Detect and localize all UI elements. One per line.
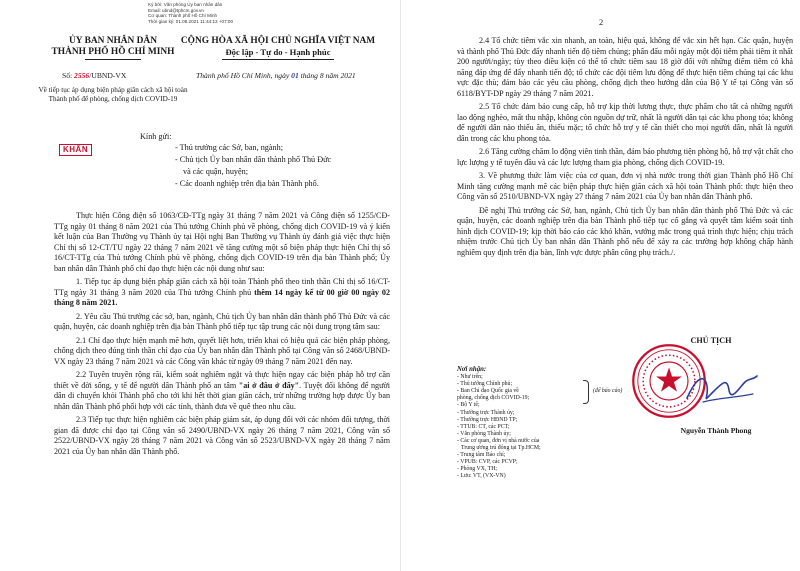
distribution-item: - Ban Chỉ đạo Quốc gia về xyxy=(457,388,519,395)
paragraph-2-1: 2.1 Chỉ đạo thực hiện mạnh mẽ hơn, quyết liệt hơn, triển khai có hiệu quả các biện pháp phòng, chống dịch theo đúng tinh thần chỉ đạo của Ủy ban nhân dân Thành phố tại Công văn số 2468/UBND-VX ngày 23 tháng 7 năm 2021 và các Công văn khác từ ngày 09 tháng 7 năm 2021 đến nay. xyxy=(54,335,390,366)
signature-line: Thời gian ký: 01.08.2021 11:44:13 +07:00 xyxy=(148,18,234,24)
recipient-item: - Chủ tịch Ủy ban nhân dân thành phố Thủ Đức xyxy=(175,155,332,164)
place-date-after: tháng 8 năm 2021 xyxy=(298,71,356,80)
issuing-organization xyxy=(38,36,188,60)
recipient-item: - Thủ trưởng các Sở, ban, ngành; xyxy=(175,143,283,152)
closing-paragraph: Đề nghị Thủ trưởng các Sở, ban, ngành, Chủ tịch Ủy ban nhân dân thành phố Thủ Đức và các quận, huyện, các doanh nghiệp trên địa bàn Thành phố tiếp tục cố gắng và quyết tâm kiểm soát tình hình dịch COVID-19; kịp thời báo cáo các khó khăn, vướng mắc trong quá trình thực hiện; chịu trách nhiệm trước Chủ tịch Ủy ban nhân dân Thành phố nếu để xảy ra các trường hợp không chấp hành nghiêm quy định trên địa bàn, lĩnh vực được phân công phụ trách./. xyxy=(457,205,793,257)
distribution-item: - Thường trực Thành ủy; xyxy=(457,409,515,416)
doc-number-prefix: Số: xyxy=(62,71,75,80)
paragraph-3: 3. Về phương thức làm việc của cơ quan, đơn vị nhà nước trong thời gian Thành phố Hồ Chí Minh tăng cường mạnh mẽ các biện pháp thực hiện giãn cách xã hội toàn Thành phố: thực hiện theo Công văn số 2510/UBND-VX ngày 27 tháng 7 năm 2021 của Ủy ban nhân dân Thành phố. xyxy=(457,171,793,201)
recipient-item: - Các doanh nghiệp trên địa bàn Thành phố. xyxy=(175,179,319,188)
distribution-item: - Trung tâm Báo chí; xyxy=(457,452,506,459)
org-line-2: THÀNH PHỐ HỒ CHÍ MINH xyxy=(51,47,175,57)
distribution-item: - Lưu: VT, (VX-VN) xyxy=(457,473,506,480)
paragraph-2-3: 2.3 Tiếp tục thực hiện nghiêm các biện pháp giám sát, áp dụng đối với các nhóm đối tượng, thời gian đã được chỉ đạo tại Công văn số 2490/UBND-VX ngày 26 tháng 7 năm 2021, Công văn số 2522/UBND-VX ngày 28 tháng 7 năm 2021 và Công văn số 2523/UBND-VX ngày 28 tháng 7 năm 2021 của Ủy ban nhân dân Thành phố. xyxy=(54,415,390,456)
paragraph-2-2-text: 2.2 Tuyên truyền rộng rãi, kiểm soát nghiêm ngặt và thực hiện ngay các biện pháp hỗ trợ cần thiết về đời sống, y tế để người dân Thành phố an tâm xyxy=(54,370,390,390)
paragraph-2: 2. Yêu cầu Thủ trưởng các sở, ban, ngành, Chủ tịch Ủy ban nhân dân thành phố Thủ Đức và các quận, huyện, các doanh nghiệp trên địa bàn Thành phố tiếp tục tập trung các nội dung trọng tâm sau: xyxy=(54,311,390,331)
digital-signature-stamp xyxy=(148,2,233,24)
distribution-title: Nơi nhận: xyxy=(457,366,487,373)
motto-rule xyxy=(222,59,334,60)
recipient-item: và các quận, huyện; xyxy=(183,167,249,176)
distribution-item: - Thường trực HĐND TP; xyxy=(457,416,518,423)
paragraph-2-5: 2.5 Tổ chức đảm bảo cung cấp, hỗ trợ kịp thời lương thực, thực phẩm cho tất cả những người lao động nghèo, mất thu nhập, không còn nguồn dự trữ, nhất là người dân tại các khu phong tỏa; không để người dân nào thiếu ăn, thiếu mặc; tổ chức hỗ trợ y tế cần thiết cho mọi người dân, nhất là người dân trong các khu phong tỏa. xyxy=(457,102,793,143)
distribution-item: - Như trên; xyxy=(457,374,483,381)
paragraph-2-2-rest: . Tuyệt đối không để người dân di chuyển khỏi Thành phố cho tới khi hết thời gian giãn cách, trừ những trường hợp được Ủy ban nhân dân Thành phố phối hợp với các tỉnh, thành đưa về quê theo nhu cầu. xyxy=(54,380,390,411)
signer-block xyxy=(621,336,791,435)
national-motto: Độc lập - Tự do - Hạnh phúc xyxy=(225,47,331,57)
paragraph-2-6: 2.6 Tăng cường chăm lo động viên tinh thần, đảm bảo phương tiện phòng hộ, hỗ trợ vật chất cho lực lượng y tế tuyến đầu và các lực lượng tham gia phòng, chống dịch COVID-19. xyxy=(457,147,793,167)
paragraph-2-2 xyxy=(54,370,390,412)
doc-number-suffix: /UBND-VX xyxy=(89,71,127,80)
doc-number-handwritten: 2556 xyxy=(74,71,90,80)
paragraph-1-text: 1. Tiếp tục áp dụng biện pháp giãn cách xã hội toàn Thành phố theo tinh thần Chỉ thị số 16/CT-TTg ngày 31 tháng 3 năm 2020 của Thủ tướng Chính phủ xyxy=(54,277,390,297)
header-rule xyxy=(85,59,141,60)
page-number: 2 xyxy=(599,18,604,27)
distribution-item: - Bộ Y tế; xyxy=(457,402,480,409)
paragraph-1 xyxy=(54,277,390,309)
document-number xyxy=(62,71,126,80)
date-day-handwritten: 01 xyxy=(291,71,299,80)
distribution-item: Trung ương trú đóng tại Tp.HCM; xyxy=(461,445,541,452)
body-text-page-2 xyxy=(457,36,793,261)
urgent-stamp: KHẨN xyxy=(59,144,92,156)
place-and-date xyxy=(196,71,356,80)
distribution-item: - Phòng VX, TH; xyxy=(457,466,498,473)
national-header xyxy=(168,36,388,60)
place-date-before: Thành phố Hồ Chí Minh, ngày xyxy=(196,71,292,80)
document-page-2 xyxy=(400,0,800,571)
intro-paragraph: Thực hiện Công điện số 1063/CĐ-TTg ngày 31 tháng 7 năm 2021 và Công điện số 1255/CĐ-TTg ngày 01 tháng 8 năm 2021 của Thủ tướng Chính phủ về phòng, chống dịch COVID-19 và ý kiến kết luận của Ban Thường vụ Thành ủy tại Hội nghị Ban Thường vụ Thành ủy đánh giá việc thực hiện Chỉ thị số 12-CT/TU ngày 22 tháng 7 năm 2021 về tăng cường một số biện pháp thực hiện Chỉ thị số 16/CT-TTg của Thủ tướng Chính phủ về phòng, chống dịch COVID-19 trên địa bàn Thành phố; Ủy ban nhân dân Thành phố chỉ đạo thực hiện các nội dung như sau: xyxy=(54,211,390,273)
distribution-item: - VPUB: CVP, các PCVP; xyxy=(457,459,518,466)
org-line-1: ỦY BAN NHÂN DÂN xyxy=(69,36,157,46)
signer-title: CHỦ TỊCH xyxy=(690,336,732,345)
paragraph-2-2-bold: "ai ở đâu ở đấy" xyxy=(238,380,300,390)
paragraph-2-4: 2.4 Tổ chức tiêm vắc xin nhanh, an toàn, hiệu quả, không để vắc xin hết hạn. Các quận, huyện và thành phố Thủ Đức đẩy nhanh tiến độ tiêm chủng; phấn đấu mỗi ngày một đội tiêm phải tiêm ít nhất 200 người/ngày; tùy theo điều kiện có thể tổ chức tiêm sau 18 giờ đối với những điểm tiêm có khả năng đáp ứng để đẩy nhanh tiến độ; tổ chức các đội tiêm lưu động để thực hiện tiêm chủng tại các khu vực đặc thù; đảm bảo các yêu cầu phòng, chống dịch theo hướng dẫn của Bộ Y tế tại Công văn số 6118/BYT-DP ngày 29 tháng 7 năm 2021. xyxy=(457,36,793,98)
distribution-item: - Các cơ quan, đơn vị nhà nước của xyxy=(457,437,540,444)
signature-line: Email: ubnd@tphcm.gov.vn xyxy=(148,7,204,13)
signature-line: Ký bởi: Văn phòng Ủy ban nhân dân xyxy=(148,2,223,7)
body-text-page-1 xyxy=(54,211,390,460)
recipients-label: Kính gửi: xyxy=(140,132,172,141)
distribution-item: - Thủ tướng Chính phủ; xyxy=(457,381,513,388)
signature-line: Cơ quan: Thành phố Hồ Chí Minh xyxy=(148,13,218,19)
distribution-item: phòng, chống dịch COVID-19; xyxy=(457,395,530,402)
brace-bracket xyxy=(583,380,589,404)
country-line: CỘNG HÒA XÃ HỘI CHỦ NGHĨA VIỆT NAM xyxy=(180,36,376,46)
distribution-item: - Văn phòng Thành ủy; xyxy=(457,430,511,437)
paragraph-1-bold: thêm 14 ngày kể từ 00 giờ 00 ngày 02 tháng 8 năm 2021. xyxy=(54,287,390,307)
brace-note: (để báo cáo) xyxy=(593,388,623,395)
recipients-list xyxy=(175,142,390,190)
document-subject: Về tiếp tục áp dụng biện pháp giãn cách xã hội toàn Thành phố để phòng, chống dịch COVID-19 xyxy=(38,86,188,103)
signer-name: Nguyễn Thành Phong xyxy=(680,426,752,435)
distribution-item: - TTUB: CT, các PCT; xyxy=(457,423,510,430)
